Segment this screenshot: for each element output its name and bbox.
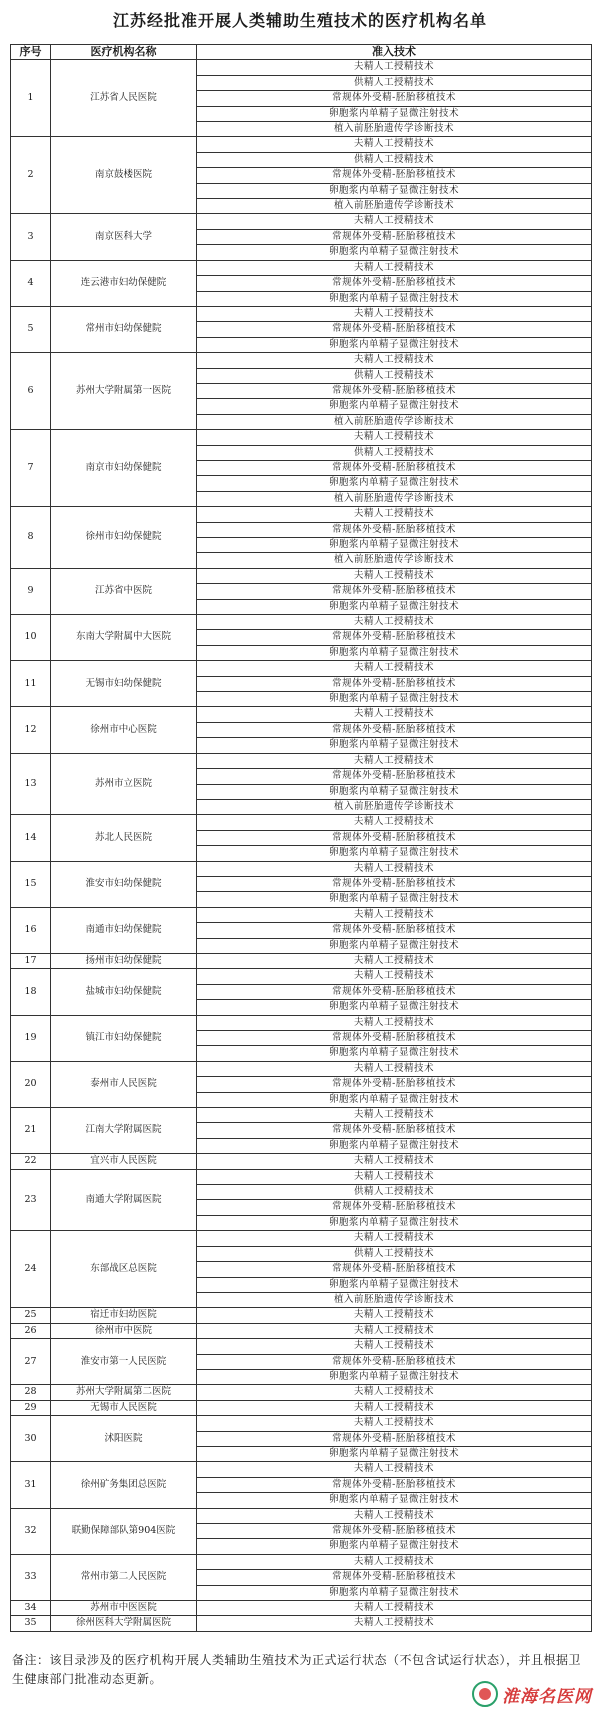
approved-technology: 供精人工授精技术: [197, 368, 592, 383]
table-row: [11, 1108, 592, 1123]
approved-technology: 常规体外受精-胚胎移植技术: [197, 584, 592, 599]
table-row: [11, 969, 592, 984]
approved-technology: 常规体外受精-胚胎移植技术: [197, 1431, 592, 1446]
row-number: 3: [11, 214, 51, 260]
row-number: 31: [11, 1462, 51, 1508]
table-row: [11, 353, 592, 368]
approved-technology: 植入前胚胎遗传学诊断技术: [197, 199, 592, 214]
approved-technology: 卵胞浆内单精子显微注射技术: [197, 1138, 592, 1153]
approved-technology: 卵胞浆内单精子显微注射技术: [197, 692, 592, 707]
row-number: 20: [11, 1061, 51, 1107]
institution-name: 江苏省中医院: [51, 568, 197, 614]
table-row: [11, 1308, 592, 1323]
approved-technology: 夫精人工授精技术: [197, 615, 592, 630]
table-row: [11, 1462, 592, 1477]
institution-name: 无锡市妇幼保健院: [51, 661, 197, 707]
approved-technology: 夫精人工授精技术: [197, 861, 592, 876]
row-number: 6: [11, 353, 51, 430]
approved-technology: 卵胞浆内单精子显微注射技术: [197, 1000, 592, 1015]
approved-technology: 卵胞浆内单精子显微注射技术: [197, 1493, 592, 1508]
approved-technology: 夫精人工授精技术: [197, 306, 592, 321]
approved-technology: 常规体外受精-胚胎移植技术: [197, 984, 592, 999]
institution-name: 江南大学附属医院: [51, 1108, 197, 1154]
row-number: 15: [11, 861, 51, 907]
institution-name: 徐州市中心医院: [51, 707, 197, 753]
table-row: [11, 568, 592, 583]
site-logo[interactable]: [472, 1681, 592, 1707]
row-number: 24: [11, 1231, 51, 1308]
approved-technology: 供精人工授精技术: [197, 1246, 592, 1261]
approved-technology: 常规体外受精-胚胎移植技术: [197, 1477, 592, 1492]
table-row: [11, 1169, 592, 1184]
approved-technology: 卵胞浆内单精子显微注射技术: [197, 291, 592, 306]
institution-name: 东南大学附属中大医院: [51, 615, 197, 661]
table-row: [11, 1339, 592, 1354]
row-number: 8: [11, 507, 51, 569]
approved-technology: 常规体外受精-胚胎移植技术: [197, 1524, 592, 1539]
institution-name: 沭阳医院: [51, 1416, 197, 1462]
approved-technology: 夫精人工授精技术: [197, 1616, 592, 1631]
approved-technology: 夫精人工授精技术: [197, 214, 592, 229]
institution-name: 镇江市妇幼保健院: [51, 1015, 197, 1061]
approved-technology: 供精人工授精技术: [197, 1185, 592, 1200]
row-number: 9: [11, 568, 51, 614]
institution-name: 徐州医科大学附属医院: [51, 1616, 197, 1631]
approved-technology: 夫精人工授精技术: [197, 753, 592, 768]
row-number: 5: [11, 306, 51, 352]
approved-technology: 常规体外受精-胚胎移植技术: [197, 276, 592, 291]
row-number: 13: [11, 753, 51, 815]
approved-technology: 卵胞浆内单精子显微注射技术: [197, 1369, 592, 1384]
table-row: [11, 661, 592, 676]
table-row: [11, 615, 592, 630]
table-row: [11, 1616, 592, 1631]
institution-name: 南通市妇幼保健院: [51, 907, 197, 953]
approved-technology: 卵胞浆内单精子显微注射技术: [197, 1277, 592, 1292]
approved-technology: 常规体外受精-胚胎移植技术: [197, 229, 592, 244]
globe-logo-icon: [472, 1681, 498, 1707]
institution-name: 联勤保障部队第904医院: [51, 1508, 197, 1554]
approved-technology: 夫精人工授精技术: [197, 1416, 592, 1431]
approved-technology: 常规体外受精-胚胎移植技术: [197, 1570, 592, 1585]
table-row: [11, 1061, 592, 1076]
institution-name: 连云港市妇幼保健院: [51, 260, 197, 306]
approved-technology: 夫精人工授精技术: [197, 353, 592, 368]
approved-technology: 供精人工授精技术: [197, 75, 592, 90]
approved-technology: 卵胞浆内单精子显微注射技术: [197, 1539, 592, 1554]
row-number: 2: [11, 137, 51, 214]
table-row: [11, 1416, 592, 1431]
institution-name: 盐城市妇幼保健院: [51, 969, 197, 1015]
approved-technology: 夫精人工授精技术: [197, 661, 592, 676]
approved-technology: 卵胞浆内单精子显微注射技术: [197, 892, 592, 907]
approved-technology: 卵胞浆内单精子显微注射技术: [197, 1092, 592, 1107]
approved-technology: 常规体外受精-胚胎移植技术: [197, 1031, 592, 1046]
approved-technology: 卵胞浆内单精子显微注射技术: [197, 645, 592, 660]
approved-technology: 常规体外受精-胚胎移植技术: [197, 322, 592, 337]
approved-technology: 常规体外受精-胚胎移植技术: [197, 460, 592, 475]
approved-technology: 常规体外受精-胚胎移植技术: [197, 1354, 592, 1369]
approved-technology: 夫精人工授精技术: [197, 1108, 592, 1123]
institution-name: 常州市妇幼保健院: [51, 306, 197, 352]
table-row: [11, 1508, 592, 1523]
row-number: 32: [11, 1508, 51, 1554]
row-number: 25: [11, 1308, 51, 1323]
approved-technology: 夫精人工授精技术: [197, 430, 592, 445]
approved-technology: 常规体外受精-胚胎移植技术: [197, 630, 592, 645]
approved-technology: 夫精人工授精技术: [197, 1554, 592, 1569]
approved-technology: 卵胞浆内单精子显微注射技术: [197, 738, 592, 753]
approved-technology: 夫精人工授精技术: [197, 953, 592, 968]
table-row: [11, 707, 592, 722]
table-row: [11, 1231, 592, 1246]
institution-name: 苏州市中医医院: [51, 1601, 197, 1616]
approved-technology: 夫精人工授精技术: [197, 1462, 592, 1477]
row-number: 33: [11, 1554, 51, 1600]
approved-technology: 夫精人工授精技术: [197, 707, 592, 722]
row-number: 22: [11, 1154, 51, 1169]
approved-technology: 常规体外受精-胚胎移植技术: [197, 1123, 592, 1138]
approved-technology: 植入前胚胎遗传学诊断技术: [197, 553, 592, 568]
institution-name: 徐州市中医院: [51, 1323, 197, 1338]
institution-name: 宜兴市人民医院: [51, 1154, 197, 1169]
institution-name: 江苏省人民医院: [51, 60, 197, 137]
approved-technology: 夫精人工授精技术: [197, 1385, 592, 1400]
row-number: 34: [11, 1601, 51, 1616]
approved-technology: 夫精人工授精技术: [197, 815, 592, 830]
row-number: 23: [11, 1169, 51, 1231]
table-row: [11, 60, 592, 75]
institution-name: 南通大学附属医院: [51, 1169, 197, 1231]
institution-name: 苏北人民医院: [51, 815, 197, 861]
table-row: [11, 214, 592, 229]
table-row: [11, 815, 592, 830]
table-row: [11, 1385, 592, 1400]
approved-technology: 夫精人工授精技术: [197, 1508, 592, 1523]
row-number: 18: [11, 969, 51, 1015]
table-row: [11, 861, 592, 876]
approved-technology: 卵胞浆内单精子显微注射技术: [197, 1046, 592, 1061]
approved-technology: 夫精人工授精技术: [197, 507, 592, 522]
approved-technology: 卵胞浆内单精子显微注射技术: [197, 245, 592, 260]
institution-name: 扬州市妇幼保健院: [51, 953, 197, 968]
institution-name: 无锡市人民医院: [51, 1400, 197, 1415]
row-number: 1: [11, 60, 51, 137]
table-row: [11, 1154, 592, 1169]
approved-technology: 植入前胚胎遗传学诊断技术: [197, 414, 592, 429]
table-row: [11, 1400, 592, 1415]
approved-technology: 常规体外受精-胚胎移植技术: [197, 168, 592, 183]
institution-name: 南京市妇幼保健院: [51, 430, 197, 507]
approved-technology: 常规体外受精-胚胎移植技术: [197, 876, 592, 891]
approved-technology: 卵胞浆内单精子显微注射技术: [197, 538, 592, 553]
approved-technology: 卵胞浆内单精子显微注射技术: [197, 337, 592, 352]
approved-technology: 植入前胚胎遗传学诊断技术: [197, 799, 592, 814]
row-number: 26: [11, 1323, 51, 1338]
header-no: 序号: [11, 45, 51, 60]
table-body: [11, 60, 592, 1631]
row-number: 30: [11, 1416, 51, 1462]
row-number: 16: [11, 907, 51, 953]
institution-table: [10, 44, 592, 1632]
footnote: 备注：该目录涉及的医疗机构开展人类辅助生殖技术为正式运行状态（不包含试运行状态），并且根据卫生健康部门批准动态更新。: [12, 1653, 582, 1686]
institution-name: 苏州大学附属第一医院: [51, 353, 197, 430]
table-row: [11, 306, 592, 321]
approved-technology: 夫精人工授精技术: [197, 137, 592, 152]
institution-name: 徐州矿务集团总医院: [51, 1462, 197, 1508]
approved-technology: 夫精人工授精技术: [197, 1154, 592, 1169]
table-row: [11, 1015, 592, 1030]
approved-technology: 夫精人工授精技术: [197, 1061, 592, 1076]
table-row: [11, 430, 592, 445]
row-number: 29: [11, 1400, 51, 1415]
approved-technology: 常规体外受精-胚胎移植技术: [197, 91, 592, 106]
row-number: 19: [11, 1015, 51, 1061]
institution-name: 淮安市妇幼保健院: [51, 861, 197, 907]
approved-technology: 植入前胚胎遗传学诊断技术: [197, 491, 592, 506]
approved-technology: 卵胞浆内单精子显微注射技术: [197, 183, 592, 198]
row-number: 11: [11, 661, 51, 707]
institution-name: 南京鼓楼医院: [51, 137, 197, 214]
approved-technology: 夫精人工授精技术: [197, 1339, 592, 1354]
approved-technology: 卵胞浆内单精子显微注射技术: [197, 784, 592, 799]
approved-technology: 卵胞浆内单精子显微注射技术: [197, 846, 592, 861]
row-number: 21: [11, 1108, 51, 1154]
approved-technology: 夫精人工授精技术: [197, 1323, 592, 1338]
approved-technology: 卵胞浆内单精子显微注射技术: [197, 599, 592, 614]
row-number: 10: [11, 615, 51, 661]
approved-technology: 常规体外受精-胚胎移植技术: [197, 830, 592, 845]
approved-technology: 供精人工授精技术: [197, 445, 592, 460]
row-number: 35: [11, 1616, 51, 1631]
row-number: 14: [11, 815, 51, 861]
institution-name: 苏州大学附属第二医院: [51, 1385, 197, 1400]
approved-technology: 常规体外受精-胚胎移植技术: [197, 522, 592, 537]
row-number: 4: [11, 260, 51, 306]
table-row: [11, 907, 592, 922]
approved-technology: 常规体外受精-胚胎移植技术: [197, 769, 592, 784]
institution-name: 淮安市第一人民医院: [51, 1339, 197, 1385]
table-header-row: [11, 45, 592, 60]
institution-name: 泰州市人民医院: [51, 1061, 197, 1107]
institution-name: 苏州市立医院: [51, 753, 197, 815]
approved-technology: 卵胞浆内单精子显微注射技术: [197, 399, 592, 414]
approved-technology: 卵胞浆内单精子显微注射技术: [197, 476, 592, 491]
institution-name: 东部战区总医院: [51, 1231, 197, 1308]
table-row: [11, 953, 592, 968]
institution-name: 宿迁市妇幼医院: [51, 1308, 197, 1323]
header-tech: 准入技术: [197, 45, 592, 60]
approved-technology: 夫精人工授精技术: [197, 1400, 592, 1415]
institution-name: 南京医科大学: [51, 214, 197, 260]
approved-technology: 常规体外受精-胚胎移植技术: [197, 1262, 592, 1277]
approved-technology: 常规体外受精-胚胎移植技术: [197, 676, 592, 691]
approved-technology: 常规体外受精-胚胎移植技术: [197, 923, 592, 938]
approved-technology: 卵胞浆内单精子显微注射技术: [197, 106, 592, 121]
approved-technology: 夫精人工授精技术: [197, 969, 592, 984]
table-row: [11, 137, 592, 152]
approved-technology: 夫精人工授精技术: [197, 907, 592, 922]
approved-technology: 夫精人工授精技术: [197, 1308, 592, 1323]
approved-technology: 卵胞浆内单精子显微注射技术: [197, 1585, 592, 1600]
approved-technology: 常规体外受精-胚胎移植技术: [197, 383, 592, 398]
header-name: 医疗机构名称: [51, 45, 197, 60]
approved-technology: 夫精人工授精技术: [197, 1015, 592, 1030]
table-row: [11, 753, 592, 768]
approved-technology: 卵胞浆内单精子显微注射技术: [197, 1215, 592, 1230]
approved-technology: 卵胞浆内单精子显微注射技术: [197, 1446, 592, 1461]
approved-technology: 植入前胚胎遗传学诊断技术: [197, 122, 592, 137]
table-row: [11, 1554, 592, 1569]
approved-technology: 夫精人工授精技术: [197, 568, 592, 583]
approved-technology: 夫精人工授精技术: [197, 1169, 592, 1184]
approved-technology: 常规体外受精-胚胎移植技术: [197, 1077, 592, 1092]
approved-technology: 供精人工授精技术: [197, 152, 592, 167]
approved-technology: 夫精人工授精技术: [197, 60, 592, 75]
institution-name: 徐州市妇幼保健院: [51, 507, 197, 569]
row-number: 12: [11, 707, 51, 753]
row-number: 28: [11, 1385, 51, 1400]
logo-text: 淮海名医网: [502, 1686, 592, 1707]
approved-technology: 常规体外受精-胚胎移植技术: [197, 722, 592, 737]
approved-technology: 夫精人工授精技术: [197, 1231, 592, 1246]
approved-technology: 夫精人工授精技术: [197, 260, 592, 275]
approved-technology: 卵胞浆内单精子显微注射技术: [197, 938, 592, 953]
table-row: [11, 260, 592, 275]
approved-technology: 夫精人工授精技术: [197, 1601, 592, 1616]
row-number: 17: [11, 953, 51, 968]
row-number: 27: [11, 1339, 51, 1385]
approved-technology: 植入前胚胎遗传学诊断技术: [197, 1292, 592, 1307]
approved-technology: 常规体外受精-胚胎移植技术: [197, 1200, 592, 1215]
page-title: 江苏经批准开展人类辅助生殖技术的医疗机构名单: [112, 11, 487, 30]
table-row: [11, 1601, 592, 1616]
table-row: [11, 507, 592, 522]
table-row: [11, 1323, 592, 1338]
institution-name: 常州市第二人民医院: [51, 1554, 197, 1600]
row-number: 7: [11, 430, 51, 507]
